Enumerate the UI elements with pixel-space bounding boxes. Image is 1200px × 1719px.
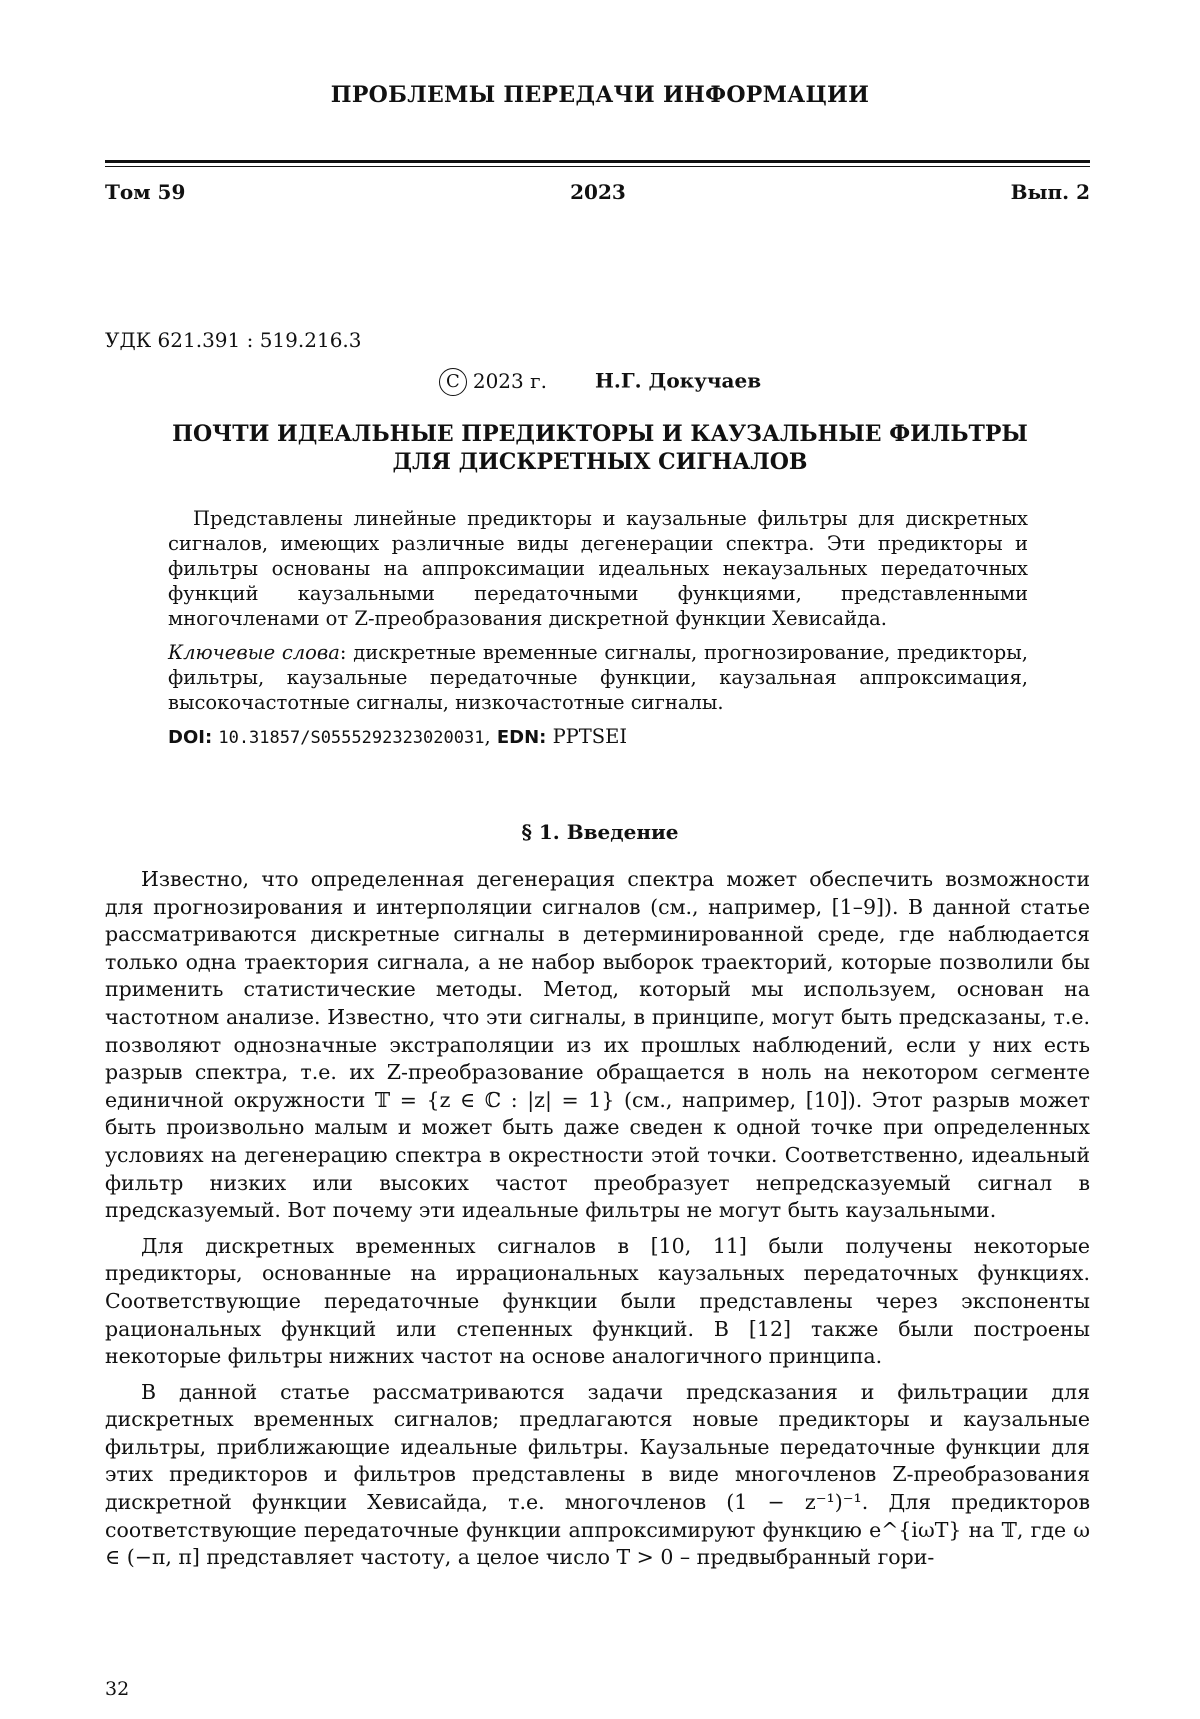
issue-info [105,180,1090,204]
abstract [168,506,1028,751]
copyright-line [0,368,1200,396]
keywords-text: : дискретные временные сигналы, прогнозирование, предикторы, фильтры, каузальные передаточные функции, каузальная аппроксимация, высокочастотные сигналы, низкочастотные сигналы. [168,641,1028,714]
year-label: 2023 [570,180,626,204]
copyright-icon: C [439,368,467,396]
journal-title: ПРОБЛЕМЫ ПЕРЕДАЧИ ИНФОРМАЦИИ [330,82,870,108]
issue-label: Вып. 2 [1010,180,1090,204]
author-name: Н.Г. Докучаев [594,368,762,393]
body-text [105,866,1090,1580]
paragraph: Для дискретных временных сигналов в [10, 11] были получены некоторые предикторы, основанные на иррациональных каузальных передаточных функциях. Соответствующие передаточные функции были представлены через экспоненты рациональных функций или степенных функций. В [12] также были построены некоторые фильтры нижних частот на основе аналогичного принципа. [105,1233,1090,1369]
edn-value: PPTSEI [552,725,628,748]
article-title [0,420,1200,476]
doi-value[interactable]: 10.31857/S0555292323020031 [218,728,485,748]
volume-label: Том 59 [105,180,186,204]
article-title-line-2: ДЛЯ ДИСКРЕТНЫХ СИГНАЛОВ [392,449,808,475]
doi-label: DOI: [168,727,213,748]
abstract-text: Представлены линейные предикторы и каузальные фильтры для дискретных сигналов, имеющих различные виды дегенерации спектра. Эти предикторы и фильтры основаны на аппроксимации идеальных некаузальных передаточных функций каузальными передаточными функциями, представленными многочленами от Z-преобразования дискретной функции Хевисайда. [168,507,1028,630]
keywords-label: Ключевые слова [168,641,340,664]
header-rule-thick [105,160,1090,163]
edn-label: EDN: [496,727,547,748]
paragraph: В данной статье рассматриваются задачи предсказания и фильтрации для дискретных временных сигналов; предлагаются новые предикторы и каузальные фильтры, приближающие идеальные фильтры. Каузальные передаточные функции для этих предикторов и фильтров представлены в виде многочленов Z-преобразования дискретной функции Хевисайда, т.е. многочленов (1 − z⁻¹)⁻¹. Для предикторов соответствующие передаточные функции аппроксимируют функцию e^{iωT} на 𝕋, где ω ∈ (−π, π] представляет частоту, а целое число T > 0 – предвыбранный гори- [105,1379,1090,1570]
copyright-year: 2023 г. [472,368,547,393]
article-title-line-1: ПОЧТИ ИДЕАЛЬНЫЕ ПРЕДИКТОРЫ И КАУЗАЛЬНЫЕ ФИЛЬТРЫ [172,421,1028,447]
section-heading: § 1. Введение [521,820,679,844]
doi-line: DOI: 10.31857/S0555292323020031, EDN: PPTSEI [168,725,628,748]
keywords [168,640,1028,715]
header-rule-thin [105,166,1090,167]
paragraph: Известно, что определенная дегенерация спектра может обеспечить возможности для прогнозирования и интерполяции сигналов (см., например, [1–9]). В данной статье рассматриваются дискретные сигналы в детерминированной среде, где наблюдается только одна траектория сигнала, а не набор выборок траекторий, которые позволили бы применить статистические методы. Метод, который мы используем, основан на частотном анализе. Известно, что эти сигналы, в принципе, могут быть предсказаны, т.е. позволяют однозначные экстраполяции из их прошлых наблюдений, если у них есть разрыв спектра, т.е. их Z-преобразование обращается в ноль на некотором сегменте единичной окружности 𝕋 = {z ∈ ℂ : |z| = 1} (см., например, [10]). Этот разрыв может быть произвольно малым и может быть даже сведен к одной точке при определенных условиях на дегенерацию спектра в окрестности этой точки. Соответственно, идеальный фильтр низких или высоких частот преобразует непредсказуемый сигнал в предсказуемый. Вот почему эти идеальные фильтры не могут быть каузальными. [105,867,1090,1223]
udc-code: УДК 621.391 : 519.216.3 [105,328,362,352]
page-number: 32 [105,1678,130,1700]
